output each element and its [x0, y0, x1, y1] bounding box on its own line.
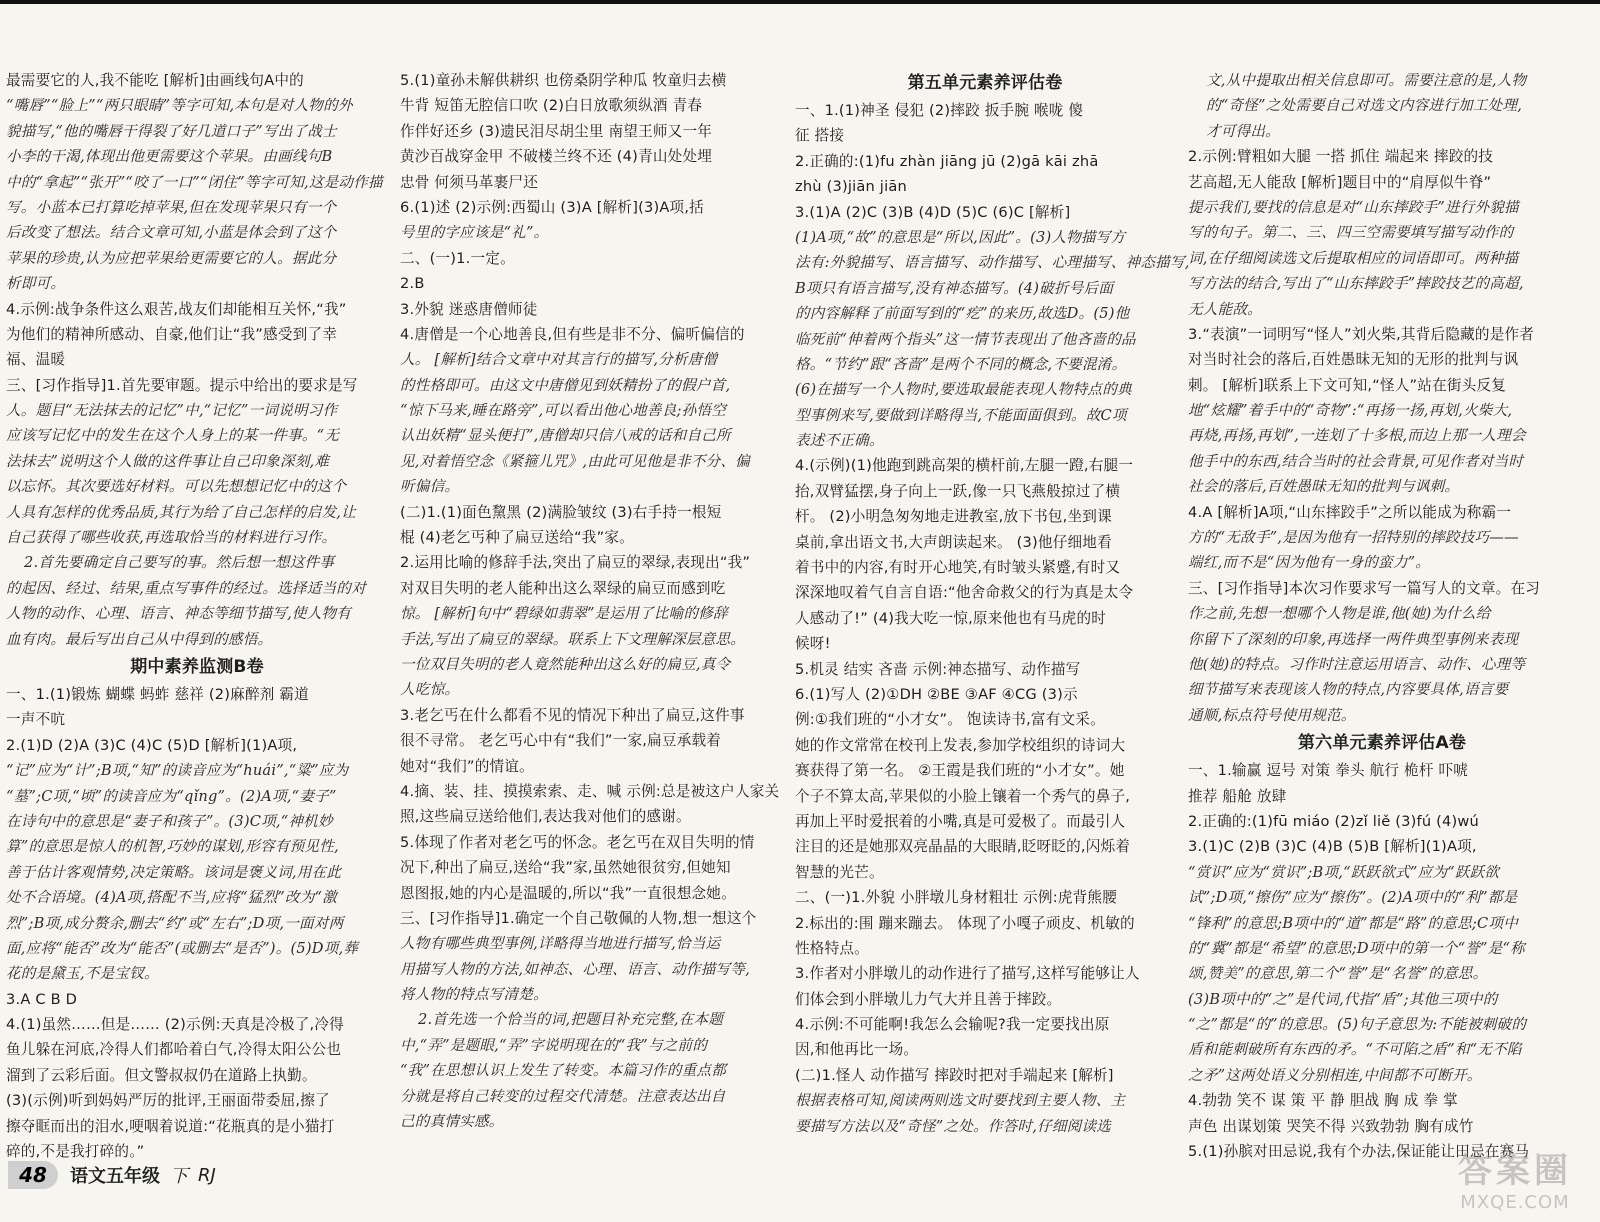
text-line: 2.B: [400, 275, 425, 293]
text-line: 2.示例:臂粗如大腿 一搭 抓住 端起来 摔跤的技: [1188, 148, 1494, 166]
text-line: 桌前,拿出语文书,大声朗读起来。 (3)他仔细地看: [795, 533, 1112, 551]
text-line: 5.机灵 结实 吝啬 示例:神态描写、动作描写: [795, 660, 1081, 678]
text-line: 人。 [解析]结合文章中对其言行的描写,分析唐僧: [400, 351, 718, 369]
text-line: 着书中的内容,有时开心地笑,有时皱头紧蹙,有时又: [795, 559, 1121, 577]
text-line: “惊下马来,睡在路旁”,可以看出他心地善良;孙悟空: [400, 402, 726, 420]
text-line: 写方法的结合,写出了“山东摔跤手”摔跤技艺的高超,: [1188, 275, 1524, 293]
text-line: 写。小蓝本已打算吃掉苹果,但在发现苹果只有一个: [6, 198, 337, 216]
text-line: 人物的动作、心理、语言、神态等细节描写,使人物有: [6, 605, 352, 623]
section-heading: 第五单元素养评估卷: [907, 73, 1063, 93]
text-line: 6.(1)写人 (2)①DH ②BE ③AF ④CG (3)示: [795, 685, 1078, 703]
text-line: 文,从中提取出相关信息即可。需要注意的是,人物: [1206, 72, 1527, 89]
text-line: 作之前,先想一想哪个人物是谁,他(她)为什么给: [1188, 605, 1491, 623]
text-line: 2.首先要确定自己要写的事。然后想一想这件事: [24, 554, 335, 572]
text-line: 号里的字应该是“礼”。: [400, 224, 549, 242]
text-line: 一位双目失明的老人竟然能种出这么好的扁豆,真令: [400, 655, 731, 673]
text-line: 一、1.输赢 逗号 对策 拳头 航行 桅杆 吓唬: [1188, 762, 1469, 780]
text-line: 型事例来写,要做到详略得当,不能面面俱到。故C项: [795, 406, 1127, 424]
text-line: 血有肉。最后写出自己从中得到的感悟。: [6, 630, 273, 648]
text-line: 人物有哪些典型事例,详略得当地进行描写,恰当运: [400, 935, 721, 953]
text-line: 注目的还是她那双亮晶晶的大眼睛,眨呀眨的,闪烁着: [795, 838, 1131, 856]
text-line: 4.唐僧是一个心地善良,但有些是非不分、偏听偏信的: [400, 325, 745, 343]
text-line: 花的是黛玉,不是宝钗。: [6, 965, 159, 983]
text-line: 4.(示例)(1)他跑到跳高架的横杆前,左腿一蹬,右腿一: [795, 457, 1134, 475]
text-line: 写的句子。第二、三、四三空需要填写描写动作的: [1188, 224, 1514, 242]
text-line: 最需要它的人,我不能吃 [解析]由画线句A中的: [6, 72, 304, 89]
text-line: 己的真情实感。: [400, 1113, 504, 1131]
text-line: 析即可。: [6, 275, 66, 293]
edition-label: RJ: [198, 1164, 216, 1186]
text-line: 4.示例:战争条件这么艰苦,战友们却能相互关怀,“我”: [6, 300, 347, 318]
text-line: 貌描写,“他的嘴唇干得裂了好几道口子”写出了战士: [6, 122, 337, 140]
section-heading: 期中素养监测B卷: [130, 656, 264, 677]
text-line: 2.正确的:(1)fū miáo (2)zǐ liě (3)fú (4)wú: [1188, 812, 1480, 830]
text-line: 二、(一)1.一定。: [400, 249, 515, 267]
text-line: 为他们的精神所感动、自豪,他们让“我”感受到了幸: [6, 325, 338, 343]
text-line: 3.“表演”一词明写“怪人”刘火柴,其背后隐藏的是作者: [1188, 325, 1535, 343]
text-line: 盾和能刺破所有东西的矛。“不可陷之盾”和“无不陷: [1188, 1041, 1522, 1059]
text-line: 应该写记忆中的发生在这个人身上的某一件事。“无: [6, 427, 340, 445]
text-line: 深深地叹着气自言自语:“他舍命救父的行为真是太令: [795, 584, 1134, 602]
text-line: 她对“我们”的情谊。: [400, 757, 534, 775]
text-line: 人感动了!” (4)我大吃一惊,原来他也有马虎的时: [795, 609, 1107, 627]
text-line: 5.体现了作者对老乞丐的怀念。老乞丐在双目失明的情: [400, 833, 755, 851]
text-line: 你留下了深刻的印象,再选择一两件典型事例来表现: [1188, 630, 1519, 648]
text-line: “墓”;C项,“顷”的读音应为“qǐng”。(2)A项,“妻子”: [6, 787, 337, 805]
text-line: 苹果的珍贵,认为应把苹果给更需要它的人。据此分: [6, 249, 337, 267]
text-line: 作伴好还乡 (3)遗民泪尽胡尘里 南望王师又一年: [400, 122, 713, 140]
text-line: 一、1.(1)神圣 侵犯 (2)摔跤 扳手腕 喉咙 傻: [795, 102, 1084, 119]
text-line: 3.外貌 迷惑唐僧师徒: [400, 300, 538, 318]
page-number: 48: [8, 1161, 58, 1189]
text-line: 5.(1)孙膑对田忌说,我有个办法,保证能让田忌在赛马: [1188, 1143, 1530, 1161]
text-line: 2.标出的:围 蹦来蹦去。 体现了小嘎子顽皮、机敏的: [795, 914, 1135, 932]
text-line: 性格特点。: [795, 939, 869, 957]
text-line: 他(她)的特点。习作时注意运用语言、动作、心理等: [1188, 655, 1526, 673]
text-line: 征 搭接: [795, 127, 845, 145]
text-line: 例:①我们班的“小才女”。 饱读诗书,富有文采。: [795, 711, 1105, 729]
text-line: 三、[习作指导]1.确定一个自己敬佩的人物,想一想这个: [400, 909, 757, 927]
text-line: 表述不正确。: [795, 432, 884, 450]
text-line: 鱼儿躲在河底,冷得人们都哈着白气,冷得太阳公公也: [6, 1041, 342, 1059]
text-line: 惊。 [解析]句中“碧绿如翡翠”是运用了比喻的修辞: [400, 605, 728, 623]
text-line: (二)1.(1)面色黧黑 (2)满脸皱纹 (3)右手持一根短: [400, 503, 722, 521]
text-line: 自己获得了哪些收获,再选取恰当的材料进行习作。: [6, 529, 337, 547]
text-line: 3.A C B D: [6, 990, 78, 1008]
text-line: 4.(1)虽然……但是…… (2)示例:天真是冷极了,冷得: [6, 1016, 344, 1034]
text-line: 一声不吭: [6, 711, 66, 729]
text-line: 认出妖精“显头便打”,唐僧却只信八戒的话和自己所: [400, 427, 731, 445]
text-line: 2.首先选一个恰当的词,把题目补充完整,在本题: [418, 1011, 724, 1029]
text-line: 人具有怎样的优秀品质,其行为给了自己怎样的启发,让: [6, 503, 356, 521]
text-line: 提示我们,要找的信息是对“山东摔跤手”进行外貌描: [1188, 198, 1519, 216]
text-line: 三、[习作指导]1.首先要审题。提示中给出的要求是写: [6, 376, 358, 394]
text-line: 见,对着悟空念《紧箍儿咒》,由此可见他是非不分、偏: [400, 452, 750, 470]
text-line: 刺。 [解析]联系上下文可知,“怪人”站在街头反复: [1188, 376, 1507, 394]
subject-grade: 语文五年级: [70, 1166, 160, 1187]
text-line: 溜到了云彩后面。但文警叔叔仍在道路上执勤。: [6, 1066, 317, 1084]
text-line: 4.摘、装、挂、摸摸索索、走、喊 示例:总是被这户人家关: [400, 782, 780, 800]
text-line: (二)1.怪人 动作描写 摔跤时把对手端起来 [解析]: [795, 1066, 1114, 1084]
text-line: 要描写方法以及“奇怪”之处。作答时,仔细阅读选: [795, 1117, 1112, 1135]
answer-column-1: [6, 68, 388, 1161]
text-line: 棍 (4)老乞丐种了扁豆送给“我”家。: [400, 529, 634, 547]
text-line: 抬,双臂猛摆,身子向上一跃,像一只飞燕般掠过了横: [795, 482, 1121, 500]
text-line: 以忘怀。其次要选好材料。可以先想想记忆中的这个: [6, 478, 347, 496]
text-line: 碎的,不是我打碎的。”: [6, 1143, 145, 1161]
text-line: 个子不算太高,苹果似的小脸上镶着一个秀气的鼻子,: [795, 787, 1131, 805]
text-line: 方的“无敌手”,是因为他有一招特别的摔跤技巧——: [1188, 529, 1519, 547]
text-line: 之矛”这两处语义分别相连,中间都不可断开。: [1188, 1066, 1482, 1084]
answer-column-3: [795, 68, 1190, 1148]
text-line: 照,这些扁豆送给他们,表达我对他们的感谢。: [400, 808, 691, 826]
text-line: 5.(1)童孙未解供耕织 也傍桑阴学种瓜 牧童归去横: [400, 72, 727, 89]
text-line: zhù (3)jiān jiān: [795, 178, 907, 196]
text-line: (3)B项中的“之”是代词,代指“盾”;其他三项中的: [1188, 990, 1498, 1008]
text-line: 一、1.(1)锻炼 蝴蝶 蚂蚱 慈祥 (2)麻醉剂 霸道: [6, 685, 309, 703]
text-line: 社会的落后,百姓愚昧无知的批判与讽刺。: [1188, 478, 1460, 496]
text-line: 2.运用比喻的修辞手法,突出了扁豆的翠绿,表现出“我”: [400, 554, 751, 572]
text-line: 格。“节约”跟“吝啬”是两个不同的概念,不要混淆。: [795, 355, 1127, 373]
text-line: 候呀!: [795, 635, 831, 653]
text-line: 黄沙百战穿金甲 不破楼兰终不还 (4)青山处处埋: [400, 148, 713, 166]
text-line: 试”;D项,“擦伤”应为“擦伤”。(2)A项中的“利”都是: [1188, 889, 1518, 907]
text-line: 法抹去”说明这个人做的这件事让自己印象深刻,难: [6, 452, 330, 470]
text-line: 4.示例:不可能啊!我怎么会输呢?我一定要找出原: [795, 1016, 1110, 1034]
text-line: 人。题目“无法抹去的记忆”中,“记忆”一词说明习作: [6, 402, 338, 420]
text-line: 赛获得了第一名。 ②王霞是我们班的“小才女”。她: [795, 762, 1125, 780]
text-line: “之”都是“的”的意思。(5)句子意思为:不能被刺破的: [1188, 1016, 1527, 1034]
text-line: 将人物的特点写清楚。: [400, 986, 548, 1004]
text-line: 手法,写出了扁豆的翠绿。联系上下文理解深层意思。: [400, 630, 746, 648]
text-line: 的“奇怪”之处需要自己对选文内容进行加工处理,: [1206, 97, 1523, 115]
text-line: 很不寻常。 老乞丐心中有“我们”一家,扁豆承载着: [400, 732, 722, 750]
text-line: 分就是将自己转变的过程交代清楚。注意表达出自: [400, 1087, 726, 1105]
text-line: 们体会到小胖墩儿力气大并且善于摔跤。: [795, 990, 1062, 1008]
text-line: 的性格即可。由这文中唐僧见到妖精扮了的假户首,: [400, 376, 731, 394]
text-line: 善于估计客观情势,决定策略。该词是褒义词,用在此: [6, 863, 342, 881]
text-line: 智慧的光芒。: [795, 863, 884, 881]
text-line: 用描写人物的方法,如神态、心理、语言、动作描写等,: [400, 960, 750, 978]
text-line: 3.(1)A (2)C (3)B (4)D (5)C (6)C [解析]: [795, 203, 1071, 221]
text-line: 后改变了想法。结合文章可知,小蓝是体会到了这个: [6, 224, 337, 242]
text-line: 他手中的东西,结合当时的社会背景,可见作者对当时: [1188, 452, 1524, 470]
text-line: “嘴唇”“脸上”“两只眼睛”等字可知,本句是对人物的外: [6, 97, 353, 115]
text-line: 3.老乞丐在什么都看不见的情况下种出了扁豆,这件事: [400, 706, 745, 724]
text-line: 小李的干渴,体现出他更需要这个苹果。由画线句B: [6, 148, 333, 166]
text-line: 对当时社会的落后,百姓愚昧无知的无形的批判与讽: [1188, 351, 1519, 369]
answer-column-2: [400, 68, 782, 1148]
text-line: 细节描写来表现该人物的特点,内容要具体,语言要: [1188, 681, 1509, 699]
answer-column-4: [1188, 68, 1576, 1161]
text-line: 临死前“伸着两个指头”这一情节表现出了他吝啬的品: [795, 330, 1136, 348]
text-line: 的起因、经过、结果,重点写事件的经过。选择适当的对: [6, 579, 366, 597]
text-line: 杆。 (2)小明急匆匆地走进教室,放下书包,坐到课: [795, 508, 1112, 526]
text-line: 三、[习作指导]本次习作要求写一篇写人的文章。在习: [1188, 579, 1541, 597]
text-line: 因,和他再比一场。: [795, 1041, 919, 1059]
text-line: 声色 出谋划策 哭笑不得 兴致勃勃 胸有成竹: [1188, 1117, 1474, 1135]
watermark-bottom: MXQE.COM: [1460, 1192, 1570, 1213]
text-line: 3.作者对小胖墩儿的动作进行了描写,这样写能够让人: [795, 965, 1140, 983]
text-line: 恩图报,她的内心是温暖的,所以“我”一直很想念她。: [400, 884, 736, 902]
text-line: “我”在思想认识上发生了转变。本篇习作的重点都: [400, 1062, 726, 1080]
text-line: 6.(1)述 (2)示例:西蜀山 (3)A [解析](3)A项,括: [400, 198, 704, 216]
text-line: 4.A [解析]A项,“山东摔跤手”之所以能成为称霸一: [1188, 503, 1512, 521]
text-line: 牛背 短笛无腔信口吹 (2)白日放歌须纵酒 青春: [400, 97, 703, 115]
text-line: 再烧,再扬,再划”,一连划了十多根,而边上那一人理会: [1188, 427, 1526, 445]
text-line: 无人能敌。: [1188, 300, 1262, 318]
text-line: 颂,赞美”的意思,第二个“誉”是“名誉”的意思。: [1188, 965, 1488, 983]
text-line: 3.(1)C (2)B (3)C (4)B (5)B [解析](1)A项,: [1188, 838, 1477, 856]
text-line: 端红,而不是“因为他有一身的蛮力”。: [1188, 554, 1431, 572]
top-rule: [0, 0, 1600, 4]
text-line: 况下,种出了扁豆,送给“我”家,虽然她很贫穷,但她知: [400, 859, 731, 877]
text-line: 福、温暖: [6, 351, 66, 369]
text-line: 艺高超,无人能敌 [解析]题目中的“肩厚似牛脊”: [1188, 173, 1492, 191]
text-line: 2.(1)D (2)A (3)C (4)C (5)D [解析](1)A项,: [6, 736, 298, 754]
text-line: 她的作文常常在校刊上发表,参加学校组织的诗词大: [795, 736, 1126, 754]
text-line: “记”应为“计”;B项,“知”的读音应为“huái”,“粱”应为: [6, 762, 349, 780]
text-line: 烈”;B项,成分赘余,删去“约”或“左右”;D项,一面对两: [6, 914, 344, 932]
text-line: 对双目失明的老人能种出这么翠绿的扁豆而感到吃: [400, 579, 726, 597]
text-line: 面,应将“能否”改为“能否”(或删去“是否”)。(5)D项,葬: [6, 939, 359, 957]
watermark-logo: [1440, 1140, 1590, 1216]
text-line: (3)(示例)听到妈妈严厉的批评,王丽面带委屈,擦了: [6, 1092, 330, 1110]
text-line: 在诗句中的意思是“妻子和孩子”。(3)C项,“神机妙: [6, 812, 333, 830]
volume-label: 下: [170, 1166, 188, 1187]
text-line: (6)在描写一个人物时,要选取最能表现人物特点的典: [795, 381, 1132, 399]
text-line: 通顺,标点符号使用规范。: [1188, 706, 1356, 724]
text-line: B项只有语言描写,没有神态描写。(4)破折号后面: [795, 279, 1114, 297]
text-line: 地“炫耀”着手中的“奇物”:“再扬一扬,再划,火柴大,: [1188, 402, 1513, 420]
text-line: 听偏信。: [400, 478, 460, 496]
watermark-top: 答案圈: [1458, 1151, 1572, 1191]
text-line: 再加上平时爱抿着的小嘴,真是可爱极了。而最引人: [795, 812, 1126, 830]
text-line: 中的“拿起”“张开”“咬了一口”“闭住”等字可知,这是动作描: [6, 173, 383, 191]
text-line: 根据表格可知,阅读两则选文时要找到主要人物、主: [795, 1092, 1126, 1110]
text-line: “锋利”的意思;B项中的“道”都是“路”的意思;C项中: [1188, 914, 1518, 932]
text-line: 法有:外貌描写、语言描写、动作描写、心理描写、神态描写,: [795, 254, 1190, 272]
text-line: “赏识”应为“赏识”;B项,“跃跃欲式”应为“跃跃欲: [1188, 863, 1500, 881]
text-line: 推荐 船舱 放肆: [1188, 787, 1287, 805]
text-line: (1)A项,“故”的意思是“所以,因此”。(3)人物描写方: [795, 228, 1126, 246]
page-footer: [0, 1160, 216, 1190]
text-line: 词,在仔细阅读选文后提取相应的词语即可。两种描: [1188, 249, 1519, 267]
text-line: 才可得出。: [1206, 122, 1280, 140]
text-line: 中,“弄”是题眼,“弄”字说明现在的“我”与之前的: [400, 1036, 708, 1054]
text-line: 的“冀”都是“希望”的意思;D项中的第一个“誉”是“称: [1188, 939, 1525, 957]
text-line: 的内容解释了前面写到的“疙”的来历,故选D。(5)他: [795, 305, 1130, 323]
text-line: 处不合语境。(4)A项,搭配不当,应将“猛烈”改为“激: [6, 889, 337, 907]
text-line: 擦夺眶而出的泪水,哽咽着说道:“花瓶真的是小猫打: [6, 1117, 335, 1135]
section-heading: 第六单元素养评估A卷: [1297, 733, 1467, 754]
text-line: 人吃惊。: [400, 681, 460, 699]
text-line: 二、(一)1.外貌 小胖墩儿身材粗壮 示例:虎背熊腰: [795, 889, 1117, 907]
text-line: 忠骨 何须马革裹尸还: [400, 173, 538, 191]
text-line: 算”的意思是惊人的机智,巧妙的谋划,形容有预见性,: [6, 838, 339, 856]
text-line: 4.勃勃 笑不 谋 策 平 静 胆战 胸 成 拳 掌: [1188, 1092, 1458, 1110]
text-line: 2.正确的:(1)fu zhàn jiāng jū (2)gā kāi zhā: [795, 152, 1099, 170]
